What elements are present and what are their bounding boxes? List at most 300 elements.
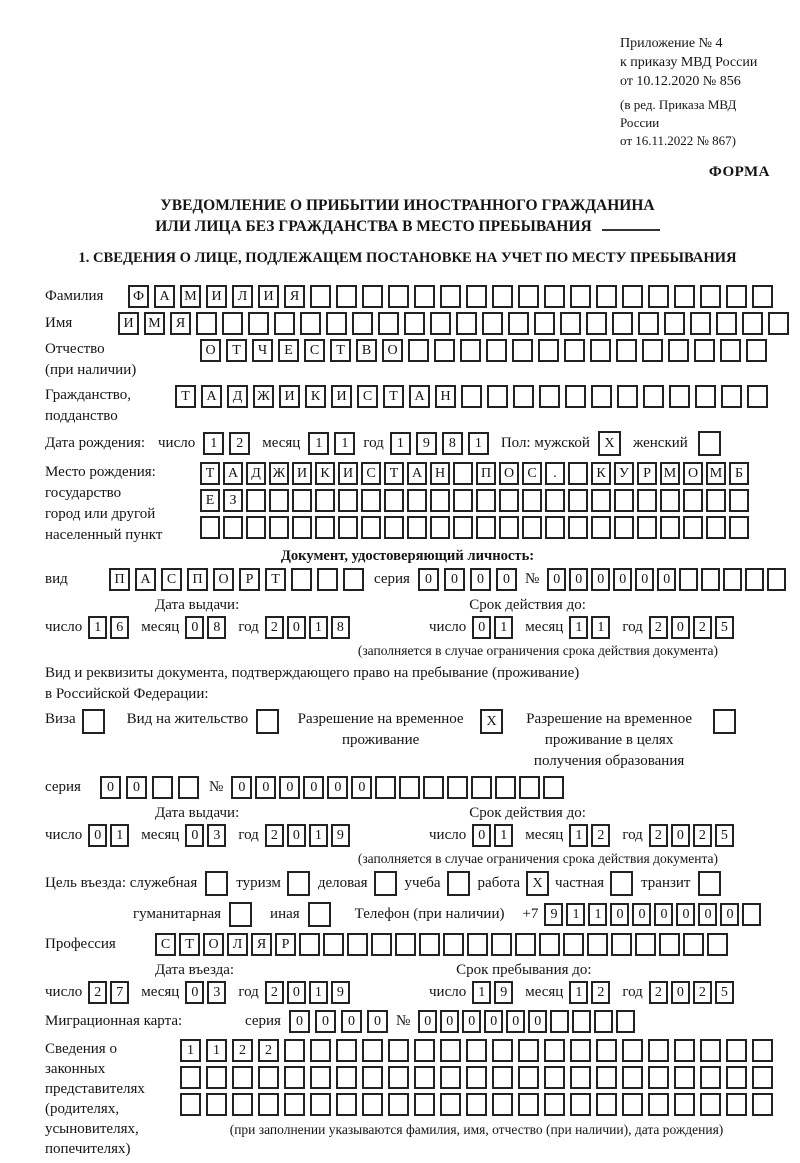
cell[interactable]	[323, 933, 344, 956]
cell[interactable]	[726, 1066, 747, 1089]
cell[interactable]: 0	[287, 824, 306, 847]
cell[interactable]	[338, 489, 358, 512]
cell[interactable]	[491, 933, 512, 956]
cell[interactable]: X	[480, 709, 503, 734]
cell[interactable]	[467, 933, 488, 956]
cell[interactable]	[180, 1066, 201, 1089]
cell[interactable]	[232, 1066, 253, 1089]
cell[interactable]: А	[223, 462, 243, 485]
cell[interactable]	[515, 933, 536, 956]
cell[interactable]: 0	[185, 824, 204, 847]
cell[interactable]: 1	[468, 432, 489, 455]
cell[interactable]: Е	[278, 339, 299, 362]
cell[interactable]	[570, 285, 591, 308]
cell[interactable]: Ж	[253, 385, 274, 408]
cell[interactable]: 0	[444, 568, 465, 591]
cell[interactable]	[616, 339, 637, 362]
cell[interactable]	[648, 1039, 669, 1062]
cell[interactable]	[310, 1066, 331, 1089]
cell[interactable]	[564, 339, 585, 362]
cell[interactable]	[223, 516, 243, 539]
cell[interactable]	[568, 489, 588, 512]
cell[interactable]	[499, 489, 519, 512]
cell[interactable]: 1	[390, 432, 411, 455]
cell[interactable]: Т	[265, 568, 286, 591]
cell[interactable]	[591, 489, 611, 512]
cell[interactable]	[315, 489, 335, 512]
cell[interactable]	[371, 933, 392, 956]
cell[interactable]	[310, 1093, 331, 1116]
cell[interactable]	[512, 339, 533, 362]
cell[interactable]: 0	[657, 568, 676, 591]
cell[interactable]	[378, 312, 399, 335]
cell[interactable]	[362, 285, 383, 308]
cell[interactable]	[648, 1066, 669, 1089]
cell[interactable]: 0	[287, 616, 306, 639]
cell[interactable]	[178, 776, 199, 799]
cell[interactable]: 0	[185, 981, 204, 1004]
cell[interactable]	[648, 285, 669, 308]
cell[interactable]	[587, 933, 608, 956]
cell[interactable]	[388, 1066, 409, 1089]
cell[interactable]	[492, 1039, 513, 1062]
cell[interactable]: Т	[200, 462, 220, 485]
cell[interactable]: 0	[279, 776, 300, 799]
cell[interactable]: И	[258, 285, 279, 308]
cell[interactable]: М	[180, 285, 201, 308]
cell[interactable]: У	[614, 462, 634, 485]
cell[interactable]: 2	[265, 616, 284, 639]
cell[interactable]	[292, 516, 312, 539]
cell[interactable]	[453, 462, 473, 485]
cell[interactable]: 2	[88, 981, 107, 1004]
cell[interactable]: 0	[671, 981, 690, 1004]
cell[interactable]: Б	[729, 462, 749, 485]
cell[interactable]	[423, 776, 444, 799]
cell[interactable]	[343, 568, 364, 591]
cell[interactable]	[299, 933, 320, 956]
cell[interactable]	[698, 871, 721, 896]
cell[interactable]: 1	[591, 616, 610, 639]
cell[interactable]: 0	[496, 568, 517, 591]
cell[interactable]	[206, 1066, 227, 1089]
cell[interactable]	[466, 1093, 487, 1116]
cell[interactable]	[638, 312, 659, 335]
cell[interactable]	[591, 516, 611, 539]
cell[interactable]	[522, 516, 542, 539]
cell[interactable]: 9	[544, 903, 563, 926]
cell[interactable]	[258, 1066, 279, 1089]
cell[interactable]: К	[591, 462, 611, 485]
cell[interactable]: 0	[472, 824, 491, 847]
cell[interactable]: 1	[566, 903, 585, 926]
cell[interactable]: 8	[442, 432, 463, 455]
cell[interactable]: 1	[308, 432, 329, 455]
cell[interactable]	[701, 568, 720, 591]
cell[interactable]: 1	[203, 432, 224, 455]
cell[interactable]	[716, 312, 737, 335]
cell[interactable]	[336, 1066, 357, 1089]
cell[interactable]: 0	[418, 568, 439, 591]
cell[interactable]	[180, 1093, 201, 1116]
cell[interactable]: 1	[472, 981, 491, 1004]
cell[interactable]: 0	[287, 981, 306, 1004]
cell[interactable]: 1	[569, 824, 588, 847]
cell[interactable]: 1	[569, 616, 588, 639]
cell[interactable]: Е	[200, 489, 220, 512]
cell[interactable]	[518, 1066, 539, 1089]
cell[interactable]: Ж	[269, 462, 289, 485]
cell[interactable]: А	[154, 285, 175, 308]
cell[interactable]	[232, 1093, 253, 1116]
cell[interactable]	[596, 1093, 617, 1116]
cell[interactable]	[362, 1093, 383, 1116]
cell[interactable]: И	[118, 312, 139, 335]
cell[interactable]	[336, 1093, 357, 1116]
cell[interactable]	[674, 285, 695, 308]
cell[interactable]	[482, 312, 503, 335]
cell[interactable]	[310, 1039, 331, 1062]
cell[interactable]	[668, 339, 689, 362]
cell[interactable]	[388, 1093, 409, 1116]
cell[interactable]	[642, 339, 663, 362]
cell[interactable]	[752, 285, 773, 308]
cell[interactable]: А	[135, 568, 156, 591]
cell[interactable]: 2	[649, 616, 668, 639]
cell[interactable]: 1	[309, 981, 328, 1004]
cell[interactable]	[698, 431, 721, 456]
cell[interactable]: 2	[265, 824, 284, 847]
cell[interactable]	[471, 776, 492, 799]
cell[interactable]	[674, 1066, 695, 1089]
cell[interactable]	[519, 776, 540, 799]
cell[interactable]	[352, 312, 373, 335]
cell[interactable]	[440, 1093, 461, 1116]
cell[interactable]	[643, 385, 664, 408]
cell[interactable]	[284, 1093, 305, 1116]
cell[interactable]: Н	[430, 462, 450, 485]
cell[interactable]: 3	[207, 824, 226, 847]
cell[interactable]	[361, 489, 381, 512]
cell[interactable]	[637, 516, 657, 539]
cell[interactable]	[700, 1039, 721, 1062]
cell[interactable]: Я	[170, 312, 191, 335]
cell[interactable]: 6	[110, 616, 129, 639]
cell[interactable]: X	[598, 431, 621, 456]
cell[interactable]: 0	[676, 903, 695, 926]
cell[interactable]: А	[407, 462, 427, 485]
cell[interactable]: 0	[632, 903, 651, 926]
cell[interactable]: 2	[265, 981, 284, 1004]
cell[interactable]	[206, 1093, 227, 1116]
cell[interactable]	[729, 489, 749, 512]
cell[interactable]	[544, 1066, 565, 1089]
cell[interactable]	[508, 312, 529, 335]
cell[interactable]: М	[144, 312, 165, 335]
cell[interactable]: 5	[715, 616, 734, 639]
cell[interactable]	[660, 516, 680, 539]
cell[interactable]	[440, 1066, 461, 1089]
cell[interactable]	[683, 516, 703, 539]
cell[interactable]	[487, 385, 508, 408]
cell[interactable]	[648, 1093, 669, 1116]
cell[interactable]: 0	[671, 616, 690, 639]
cell[interactable]: 2	[229, 432, 250, 455]
cell[interactable]: О	[382, 339, 403, 362]
cell[interactable]: 0	[470, 568, 491, 591]
cell[interactable]	[768, 312, 789, 335]
cell[interactable]: Т	[175, 385, 196, 408]
cell[interactable]: 8	[331, 616, 350, 639]
cell[interactable]	[596, 1039, 617, 1062]
cell[interactable]: 1	[334, 432, 355, 455]
cell[interactable]	[745, 568, 764, 591]
cell[interactable]: 2	[232, 1039, 253, 1062]
cell[interactable]	[612, 312, 633, 335]
cell[interactable]	[460, 339, 481, 362]
cell[interactable]	[200, 516, 220, 539]
cell[interactable]	[269, 516, 289, 539]
cell[interactable]	[550, 1010, 569, 1033]
cell[interactable]: Д	[227, 385, 248, 408]
cell[interactable]	[659, 933, 680, 956]
cell[interactable]	[269, 489, 289, 512]
cell[interactable]: К	[315, 462, 335, 485]
cell[interactable]: 0	[185, 616, 204, 639]
cell[interactable]	[664, 312, 685, 335]
cell[interactable]	[434, 339, 455, 362]
cell[interactable]: 0	[613, 568, 632, 591]
cell[interactable]	[544, 1093, 565, 1116]
cell[interactable]	[534, 312, 555, 335]
cell[interactable]: Н	[435, 385, 456, 408]
cell[interactable]: .	[545, 462, 565, 485]
cell[interactable]: Л	[232, 285, 253, 308]
cell[interactable]	[752, 1039, 773, 1062]
cell[interactable]	[384, 516, 404, 539]
cell[interactable]	[545, 516, 565, 539]
cell[interactable]	[683, 489, 703, 512]
cell[interactable]: 0	[289, 1010, 310, 1033]
cell[interactable]	[258, 1093, 279, 1116]
cell[interactable]: 0	[440, 1010, 459, 1033]
cell[interactable]	[246, 516, 266, 539]
cell[interactable]	[408, 339, 429, 362]
cell[interactable]: Т	[226, 339, 247, 362]
cell[interactable]	[374, 871, 397, 896]
cell[interactable]	[700, 1093, 721, 1116]
cell[interactable]: 7	[110, 981, 129, 1004]
cell[interactable]: 0	[315, 1010, 336, 1033]
cell[interactable]	[690, 312, 711, 335]
cell[interactable]: И	[331, 385, 352, 408]
cell[interactable]: 2	[693, 824, 712, 847]
cell[interactable]	[205, 871, 228, 896]
cell[interactable]	[570, 1066, 591, 1089]
cell[interactable]: 9	[331, 824, 350, 847]
cell[interactable]	[404, 312, 425, 335]
cell[interactable]: П	[476, 462, 496, 485]
cell[interactable]: 1	[180, 1039, 201, 1062]
cell[interactable]: В	[356, 339, 377, 362]
cell[interactable]	[430, 312, 451, 335]
cell[interactable]: 2	[649, 824, 668, 847]
cell[interactable]: Т	[330, 339, 351, 362]
cell[interactable]	[395, 933, 416, 956]
cell[interactable]	[543, 776, 564, 799]
cell[interactable]: 0	[698, 903, 717, 926]
cell[interactable]	[430, 489, 450, 512]
cell[interactable]	[617, 385, 638, 408]
cell[interactable]	[726, 1039, 747, 1062]
cell[interactable]: 0	[327, 776, 348, 799]
cell[interactable]: А	[201, 385, 222, 408]
cell[interactable]: М	[660, 462, 680, 485]
cell[interactable]	[706, 516, 726, 539]
cell[interactable]	[440, 285, 461, 308]
cell[interactable]	[560, 312, 581, 335]
cell[interactable]	[586, 312, 607, 335]
cell[interactable]	[610, 871, 633, 896]
cell[interactable]	[453, 489, 473, 512]
cell[interactable]	[492, 1066, 513, 1089]
cell[interactable]	[82, 709, 105, 734]
cell[interactable]: 0	[462, 1010, 481, 1033]
cell[interactable]	[637, 489, 657, 512]
cell[interactable]: Д	[246, 462, 266, 485]
cell[interactable]: 1	[309, 824, 328, 847]
cell[interactable]: 0	[610, 903, 629, 926]
cell[interactable]: 9	[416, 432, 437, 455]
cell[interactable]	[414, 285, 435, 308]
cell[interactable]: Т	[384, 462, 404, 485]
cell[interactable]: Л	[227, 933, 248, 956]
cell[interactable]	[767, 568, 786, 591]
cell[interactable]: С	[304, 339, 325, 362]
cell[interactable]	[622, 1066, 643, 1089]
cell[interactable]	[742, 903, 761, 926]
cell[interactable]	[399, 776, 420, 799]
cell[interactable]: О	[200, 339, 221, 362]
cell[interactable]: 5	[715, 824, 734, 847]
cell[interactable]	[614, 489, 634, 512]
cell[interactable]	[707, 933, 728, 956]
cell[interactable]	[590, 339, 611, 362]
cell[interactable]	[669, 385, 690, 408]
cell[interactable]	[752, 1093, 773, 1116]
cell[interactable]	[518, 1093, 539, 1116]
cell[interactable]: И	[206, 285, 227, 308]
cell[interactable]: И	[279, 385, 300, 408]
cell[interactable]	[726, 1093, 747, 1116]
cell[interactable]: 2	[649, 981, 668, 1004]
cell[interactable]	[726, 285, 747, 308]
cell[interactable]: 2	[591, 981, 610, 1004]
cell[interactable]	[694, 339, 715, 362]
cell[interactable]	[310, 285, 331, 308]
cell[interactable]	[152, 776, 173, 799]
cell[interactable]	[539, 385, 560, 408]
cell[interactable]: М	[706, 462, 726, 485]
cell[interactable]	[492, 1093, 513, 1116]
cell[interactable]: 1	[206, 1039, 227, 1062]
cell[interactable]	[591, 385, 612, 408]
cell[interactable]	[622, 1039, 643, 1062]
cell[interactable]: 0	[341, 1010, 362, 1033]
cell[interactable]	[700, 1066, 721, 1089]
cell[interactable]	[414, 1093, 435, 1116]
cell[interactable]: 0	[100, 776, 121, 799]
cell[interactable]	[622, 1093, 643, 1116]
cell[interactable]: 3	[207, 981, 226, 1004]
cell[interactable]	[388, 285, 409, 308]
cell[interactable]	[414, 1066, 435, 1089]
cell[interactable]	[495, 776, 516, 799]
cell[interactable]	[440, 1039, 461, 1062]
cell[interactable]: Р	[275, 933, 296, 956]
cell[interactable]	[248, 312, 269, 335]
cell[interactable]: 0	[635, 568, 654, 591]
cell[interactable]	[660, 489, 680, 512]
cell[interactable]	[461, 385, 482, 408]
cell[interactable]	[572, 1010, 591, 1033]
cell[interactable]	[499, 516, 519, 539]
cell[interactable]	[256, 709, 279, 734]
cell[interactable]	[347, 933, 368, 956]
cell[interactable]	[747, 385, 768, 408]
cell[interactable]	[596, 285, 617, 308]
cell[interactable]: П	[187, 568, 208, 591]
cell[interactable]	[568, 516, 588, 539]
cell[interactable]: О	[213, 568, 234, 591]
cell[interactable]: 2	[591, 824, 610, 847]
cell[interactable]: 0	[367, 1010, 388, 1033]
cell[interactable]: О	[499, 462, 519, 485]
cell[interactable]: 0	[351, 776, 372, 799]
cell[interactable]: 0	[472, 616, 491, 639]
cell[interactable]: 1	[494, 616, 513, 639]
cell[interactable]: П	[109, 568, 130, 591]
cell[interactable]	[568, 462, 588, 485]
cell[interactable]	[752, 1066, 773, 1089]
cell[interactable]: С	[361, 462, 381, 485]
cell[interactable]	[683, 933, 704, 956]
cell[interactable]	[419, 933, 440, 956]
cell[interactable]	[518, 285, 539, 308]
cell[interactable]	[447, 776, 468, 799]
cell[interactable]	[414, 1039, 435, 1062]
cell[interactable]: 0	[528, 1010, 547, 1033]
cell[interactable]: 0	[654, 903, 673, 926]
cell[interactable]: 2	[693, 981, 712, 1004]
cell[interactable]: 0	[303, 776, 324, 799]
cell[interactable]	[308, 902, 331, 927]
cell[interactable]	[486, 339, 507, 362]
cell[interactable]	[720, 339, 741, 362]
cell[interactable]: И	[338, 462, 358, 485]
cell[interactable]	[388, 1039, 409, 1062]
cell[interactable]: 0	[255, 776, 276, 799]
cell[interactable]	[453, 516, 473, 539]
cell[interactable]: 0	[591, 568, 610, 591]
cell[interactable]	[611, 933, 632, 956]
cell[interactable]: 0	[88, 824, 107, 847]
cell[interactable]: X	[526, 871, 549, 896]
cell[interactable]	[563, 933, 584, 956]
cell[interactable]	[614, 516, 634, 539]
cell[interactable]	[544, 1039, 565, 1062]
cell[interactable]: А	[409, 385, 430, 408]
